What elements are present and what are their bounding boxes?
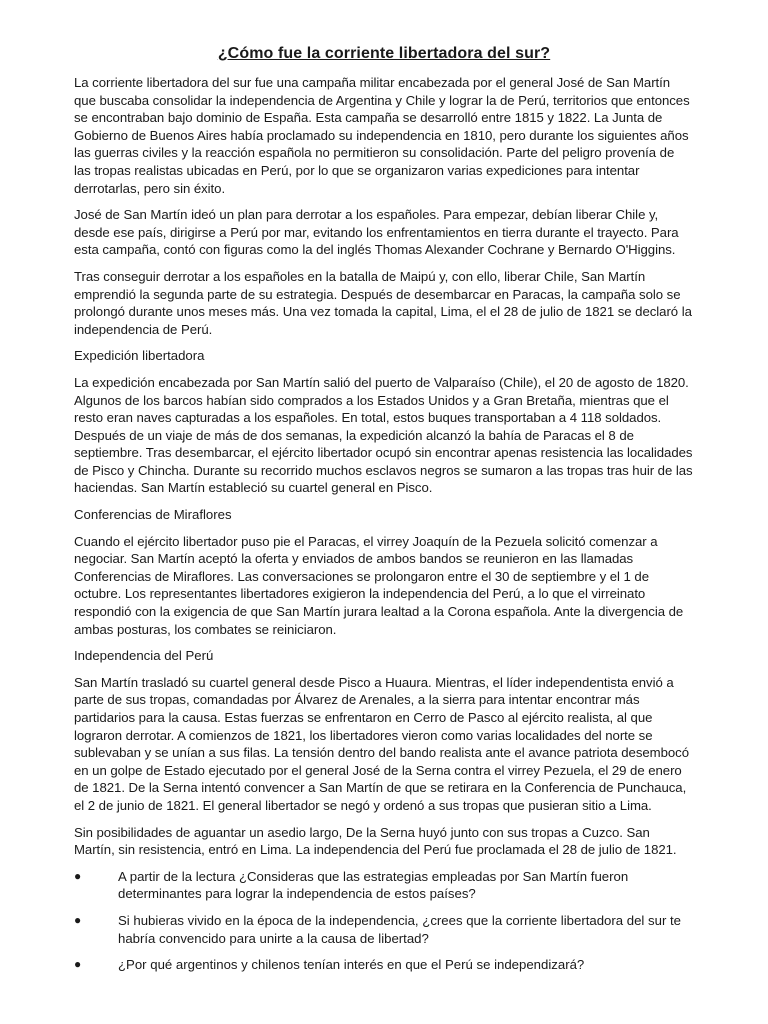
intro-paragraph-1: La corriente libertadora del sur fue una campaña militar encabezada por el general José de San Martín que buscaba consolidar la independencia de Argentina y Chile y lograr la de Perú, territorios que entonces se encontraban bajo dominio de España. Esta campaña se desarrolló entre 1815 y 1822. La Junta de Gobierno de Buenos Aires había proclamado su independencia en 1810, pero durante los siguientes años las guerras civiles y la reacción española no permitieron su consolidación. Parte del peligro provenía de las tropas realistas ubicadas en Perú, por lo que se organizaron varias expediciones para intentar derrotarlas, pero sin éxito. <box>74 75 690 196</box>
question-item <box>74 956 694 974</box>
question-text: A partir de la lectura ¿Consideras que las estrategias empleadas por San Martín fueron determinantes para lograr la independencia de estos países? <box>118 868 629 902</box>
independencia-paragraph-1: San Martín trasladó su cuartel general desde Pisco a Huaura. Mientras, el líder independentista envió a parte de sus tropas, comandadas por Álvarez de Arenales, a la sierra para intentar encontrar más partidarios para la causa. Estas fuerzas se enfrentaron en Cerro de Pasco al ejército realista, al que lograron derrotar. A comienzos de 1821, los libertadores vieron como varias localidades del norte se sublevaban y se unían a sus filas. La tensión dentro del bando realista ante el avance patriota desembocó en un golpe de Estado ejecutado por el general José de la Serna contra el virrey Pezuela, el 29 de enero de 1821. De la Serna intentó convencer a San Martín de que se retirara en la Conferencia de Punchauca, el 2 de junio de 1821. El general libertador se negó y ordenó a sus tropas que pusieran sitio a Lima. <box>74 674 689 813</box>
bullet-icon: ● <box>74 912 82 927</box>
section-heading-conferencias: Conferencias de Miraflores <box>74 507 232 523</box>
question-item <box>74 868 694 903</box>
document-title: ¿Cómo fue la corriente libertadora del sur? <box>217 45 551 62</box>
bullet-icon: ● <box>74 957 82 972</box>
independencia-paragraph-2: Sin posibilidades de aguantar un asedio largo, De la Serna huyó junto con sus tropas a Cuzco. San Martín, sin resistencia, entró en Lima. La independencia del Perú fue proclamada el 28 de julio de 1821. <box>74 824 677 858</box>
question-text: ¿Por qué argentinos y chilenos tenían interés en que el Perú se independizará? <box>118 957 585 973</box>
bullet-icon: ● <box>74 868 82 883</box>
expedicion-paragraph: La expedición encabezada por San Martín salió del puerto de Valparaíso (Chile), el 20 de agosto de 1820. Algunos de los barcos habían sido comprados a los Estados Unidos y a Gran Bretaña, mientras que el resto eran naves capturadas a los españoles. En total, estos buques transportaban a 4 118 soldados. Después de un viaje de más de dos semanas, la expedición alcanzó la bahía de Paracas el 8 de septiembre. Tras desembarcar, el ejército libertador ocupó sin encontrar apenas resistencia las localidades de Pisco y Chincha. Durante su recorrido muchos esclavos negros se sumaron a las tropas tras huir de las haciendas. San Martín estableció su cuartel general en Pisco. <box>74 374 693 496</box>
intro-paragraph-3: Tras conseguir derrotar a los españoles en la batalla de Maipú y, con ello, liberar Chile, San Martín emprendió la segunda parte de su estrategia. Después de desembarcar en Paracas, la campaña solo se prolongó durante unos meses más. Una vez tomada la capital, Lima, el el 28 de julio de 1821 se declaró la independencia de Perú. <box>74 268 692 337</box>
question-text: Si hubieras vivido en la época de la independencia, ¿crees que la corriente libertadora del sur te habría convencido para unirte a la causa de libertad? <box>118 912 682 946</box>
intro-paragraph-2: José de San Martín ideó un plan para derrotar a los españoles. Para empezar, debían liberar Chile y, desde ese país, dirigirse a Perú por mar, evitando los enfrentamientos en tierra durante el trayecto. Para esta campaña, contó con figuras como la del inglés Thomas Alexander Cochrane y Bernardo O'Higgins. <box>74 207 679 258</box>
conferencias-paragraph: Cuando el ejército libertador puso pie el Paracas, el virrey Joaquín de la Pezuela solicitó comenzar a negociar. San Martín aceptó la oferta y enviados de ambos bandos se reunieron en las llamadas Conferencias de Miraflores. Las conversaciones se prolongaron entre el 30 de septiembre y el 1 de octubre. Los representantes libertadores exigieron la independencia del Perú, a lo que el virreinato respondió con la exigencia de que San Martín jurara lealtad a la Corona española. Ante la divergencia de ambas posturas, los combates se reiniciaron. <box>74 533 684 637</box>
section-heading-expedicion: Expedición libertadora <box>74 348 205 364</box>
section-heading-independencia: Independencia del Perú <box>74 648 214 664</box>
question-item <box>74 912 694 947</box>
